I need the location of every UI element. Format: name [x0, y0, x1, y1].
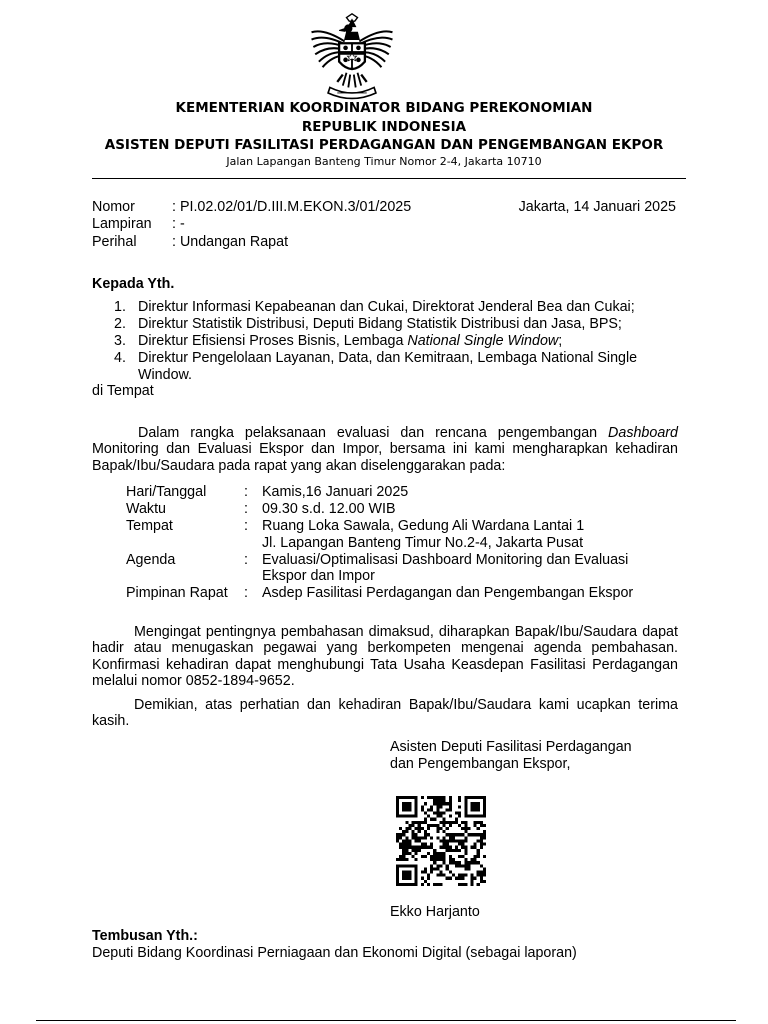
detail-colon: :: [244, 585, 248, 601]
nomor-label: Nomor: [92, 199, 135, 215]
detail-label: Pimpinan Rapat: [126, 585, 228, 601]
detail-value: Evaluasi/Optimalisasi Dashboard Monitoring dan Evaluasi: [262, 552, 629, 568]
recipient-item: Direktur Pengelolaan Layanan, Data, dan Kemitraan, Lembaga National Single: [138, 350, 638, 366]
perihal-label: Perihal: [92, 234, 137, 250]
recipient-item: Direktur Statistik Distribusi, Deputi Bidang Statistik Distribusi dan Jasa, BPS;: [138, 316, 622, 332]
recipient-number: 2.: [114, 316, 126, 332]
recipient-item-cont: Window.: [138, 367, 193, 383]
detail-value: Ruang Loka Sawala, Gedung Ali Wardana Lantai 1: [262, 518, 585, 534]
recipient-place: di Tempat: [92, 383, 154, 399]
recipient-number: 4.: [114, 350, 126, 366]
detail-colon: :: [244, 484, 248, 500]
detail-colon: :: [244, 501, 248, 517]
attendance-paragraph: Mengingat pentingnya pembahasan dimaksud, diharapkan Bapak/Ibu/Saudara dapat hadir atau menugaskan pegawai yang berkompeten mengenai agenda pembahasan. Konfirmasi kehadiran dapat menghubungi Tata Usaha Keasdepan Fasilitasi Perdagangan melalui nomor 0852-1894-9652.: [92, 624, 678, 690]
cc-recipient: Deputi Bidang Koordinasi Perniagaan dan Ekonomi Digital (sebagai laporan): [92, 945, 577, 961]
lampiran-label: Lampiran: [92, 216, 152, 232]
intro-paragraph: [92, 425, 678, 474]
signer-title-cont: dan Pengembangan Ekspor,: [390, 756, 571, 772]
qr-code-icon: [396, 796, 486, 886]
letterhead-divider: [92, 178, 686, 179]
cc-heading: Tembusan Yth.:: [92, 928, 198, 944]
detail-value: Asdep Fasilitasi Perdagangan dan Pengembangan Ekspor: [262, 585, 634, 601]
recipient-item: [138, 333, 562, 349]
letterhead-republic: REPUBLIK INDONESIA: [301, 119, 467, 135]
recipient-italic: National Single Window: [407, 333, 559, 349]
detail-colon: :: [244, 552, 248, 568]
recipient-text: ;: [558, 333, 563, 349]
letterhead-address: Jalan Lapangan Banteng Timur Nomor 2-4, Jakarta 10710: [226, 155, 542, 168]
paragraph-italic: Dashboard: [608, 425, 678, 441]
recipients-heading: Kepada Yth.: [92, 276, 175, 292]
detail-label: Agenda: [126, 552, 176, 568]
recipient-number: 1.: [114, 299, 126, 315]
detail-value-cont: Ekspor dan Impor: [262, 568, 375, 584]
qr-code-modules: [396, 796, 486, 886]
perihal-value: : Undangan Rapat: [172, 234, 289, 250]
paragraph-text: Monitoring dan Evaluasi Ekspor dan Impor, bersama ini kami mengharapkan kehadiran Bapak/Ibu/Saudara pada rapat yang akan diselenggarakan pada:: [92, 441, 678, 474]
signer-title: Asisten Deputi Fasilitasi Perdagangan: [390, 739, 632, 755]
footer-divider: [36, 1020, 736, 1021]
recipient-item: Direktur Informasi Kepabeanan dan Cukai, Direktorat Jenderal Bea dan Cukai;: [138, 299, 635, 315]
paragraph-text: Dalam rangka pelaksanaan evaluasi dan rencana pengembangan: [138, 425, 609, 441]
signer-name: Ekko Harjanto: [390, 904, 480, 920]
detail-value-cont: Jl. Lapangan Banteng Timur No.2-4, Jakarta Pusat: [262, 535, 584, 551]
detail-colon: :: [244, 518, 248, 534]
lampiran-value: : -: [172, 216, 185, 232]
recipient-number: 3.: [114, 333, 126, 349]
garuda-emblem-icon: [306, 12, 398, 104]
letter-date: Jakarta, 14 Januari 2025: [518, 199, 676, 215]
detail-value: 09.30 s.d. 12.00 WIB: [262, 501, 396, 517]
detail-label: Waktu: [126, 501, 166, 517]
recipient-text: Direktur Efisiensi Proses Bisnis, Lembaga: [138, 333, 408, 349]
closing-paragraph: Demikian, atas perhatian dan kehadiran Bapak/Ibu/Saudara kami ucapkan terima kasih.: [92, 697, 678, 730]
detail-label: Tempat: [126, 518, 173, 534]
detail-label: Hari/Tanggal: [126, 484, 207, 500]
nomor-value: : PI.02.02/01/D.III.M.EKON.3/01/2025: [172, 199, 412, 215]
detail-value: Kamis,16 Januari 2025: [262, 484, 409, 500]
letterhead-ministry: KEMENTERIAN KOORDINATOR BIDANG PEREKONOMIAN: [175, 100, 593, 116]
letterhead-unit: ASISTEN DEPUTI FASILITASI PERDAGANGAN DAN PENGEMBANGAN EKPOR: [104, 137, 664, 153]
